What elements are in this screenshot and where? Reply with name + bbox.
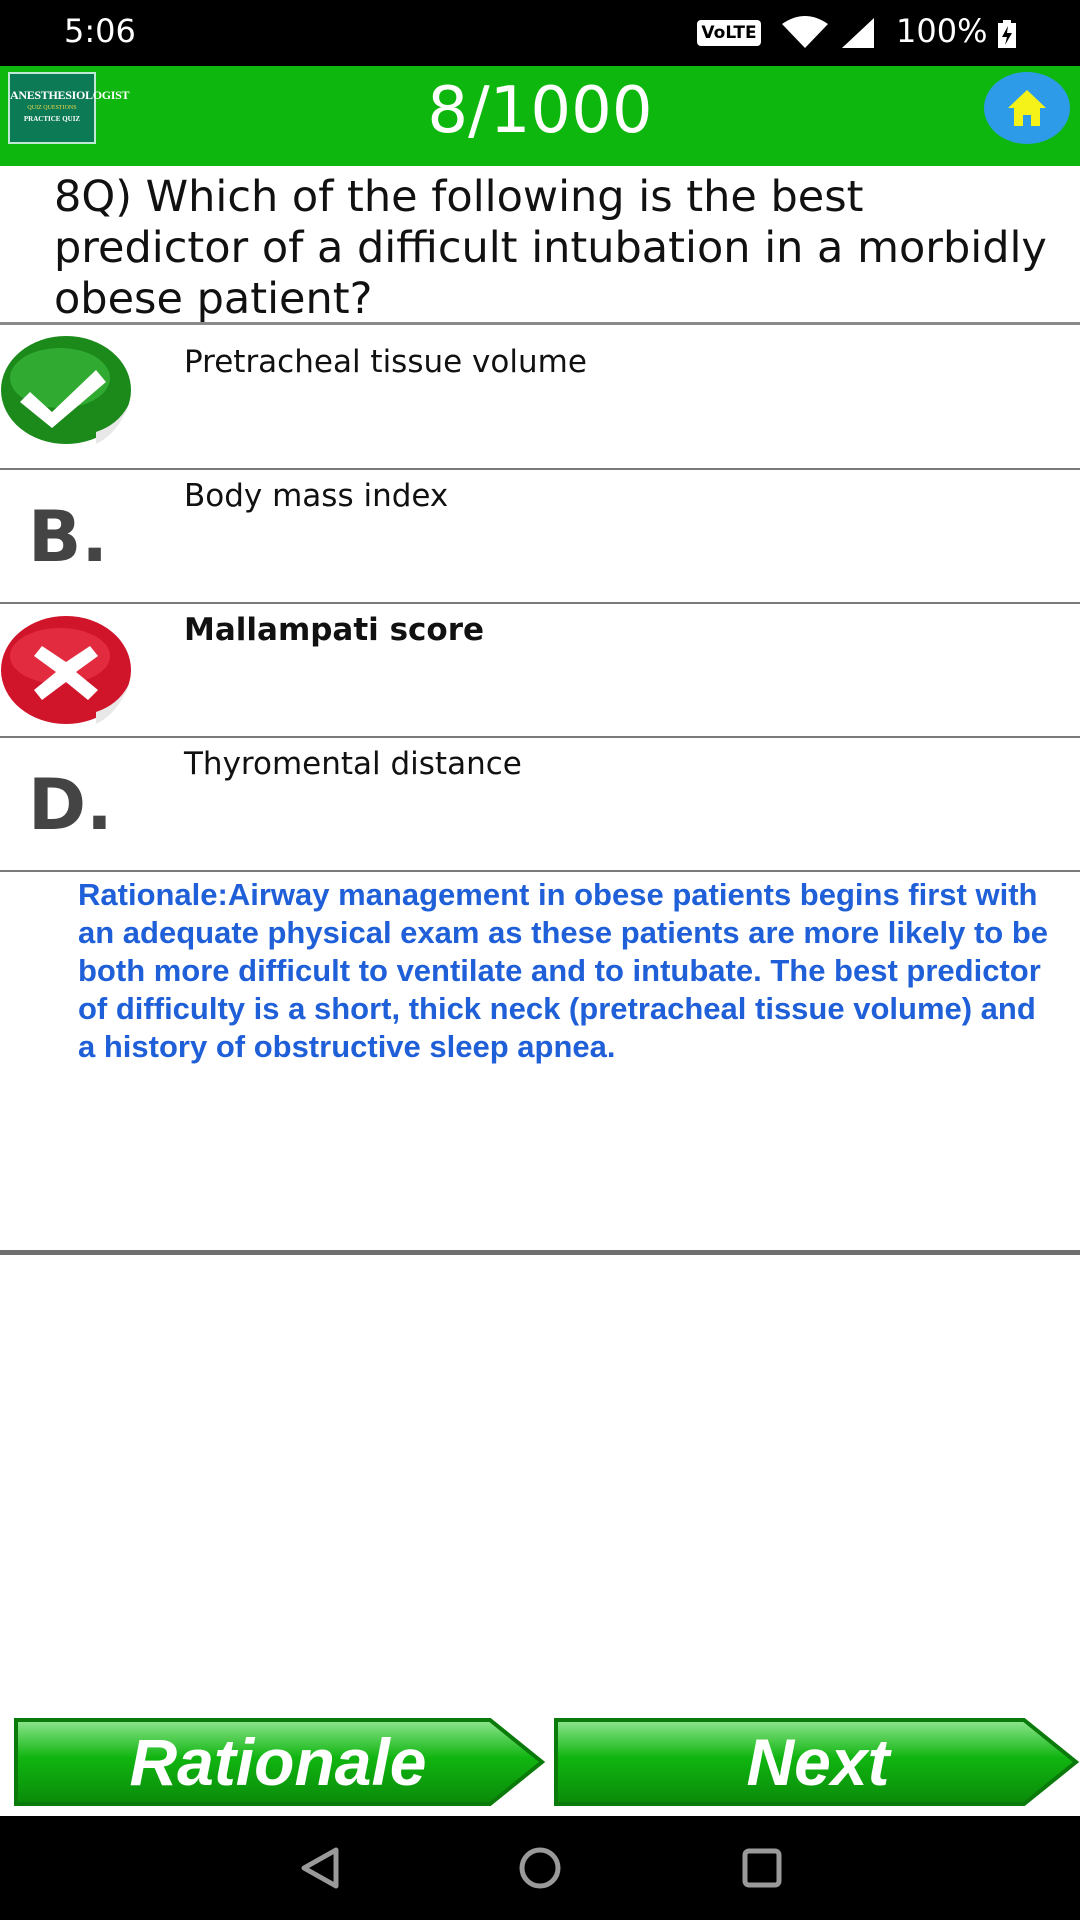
battery-charging-icon [998, 20, 1016, 48]
next-button-label: Next [746, 1725, 890, 1799]
option-a[interactable] [0, 336, 1080, 470]
volte-badge: VoLTE [697, 20, 761, 46]
navigation-bar [0, 1816, 1080, 1920]
option-d-text: Thyromental distance [184, 746, 522, 782]
status-time: 5:06 [64, 12, 136, 50]
signal-icon [838, 16, 878, 50]
app-header [0, 66, 1080, 166]
rationale-button[interactable] [10, 1716, 546, 1808]
option-d-letter: D. [28, 764, 113, 846]
question-text: 8Q) Which of the following is the best predictor of a difficult intubation in a morbidly obese patient? [54, 172, 1047, 324]
question-progress: 8/1000 [427, 74, 653, 148]
option-b-letter: B. [28, 496, 108, 578]
logo-title: ANESTHESIOLOGIST [10, 88, 130, 102]
wifi-icon [780, 16, 830, 50]
logo-subtitle: QUIZ QUESTIONS [27, 105, 77, 111]
status-bar [0, 0, 1080, 66]
back-icon[interactable] [298, 1846, 342, 1890]
option-a-text: Pretracheal tissue volume [184, 344, 587, 380]
home-icon [1006, 88, 1048, 128]
option-d[interactable] [0, 738, 1080, 872]
rationale-panel [0, 872, 1080, 1255]
next-button[interactable] [550, 1716, 1080, 1808]
question-panel [0, 166, 1080, 325]
check-icon [0, 336, 140, 464]
home-button[interactable] [984, 72, 1070, 144]
cross-icon [0, 604, 140, 732]
rationale-text: Rationale:Airway management in obese patients begins first with an adequate physical exam as these patients are more likely to be both more difficult to ventilate and to intubate. The best predictor of difficulty is a short, thick neck (pretracheal tissue volume) and a history of obstructive sleep apnea. [78, 877, 1049, 1064]
option-b[interactable] [0, 470, 1080, 604]
battery-level: 100% [896, 12, 988, 50]
rationale-button-label: Rationale [129, 1725, 427, 1799]
recents-icon[interactable] [740, 1846, 784, 1890]
logo-caption: PRACTICE QUIZ [23, 115, 81, 123]
option-c-text: Mallampati score [184, 612, 485, 648]
option-b-text: Body mass index [184, 478, 449, 514]
home-nav-icon[interactable] [518, 1846, 562, 1890]
option-c[interactable] [0, 604, 1080, 738]
